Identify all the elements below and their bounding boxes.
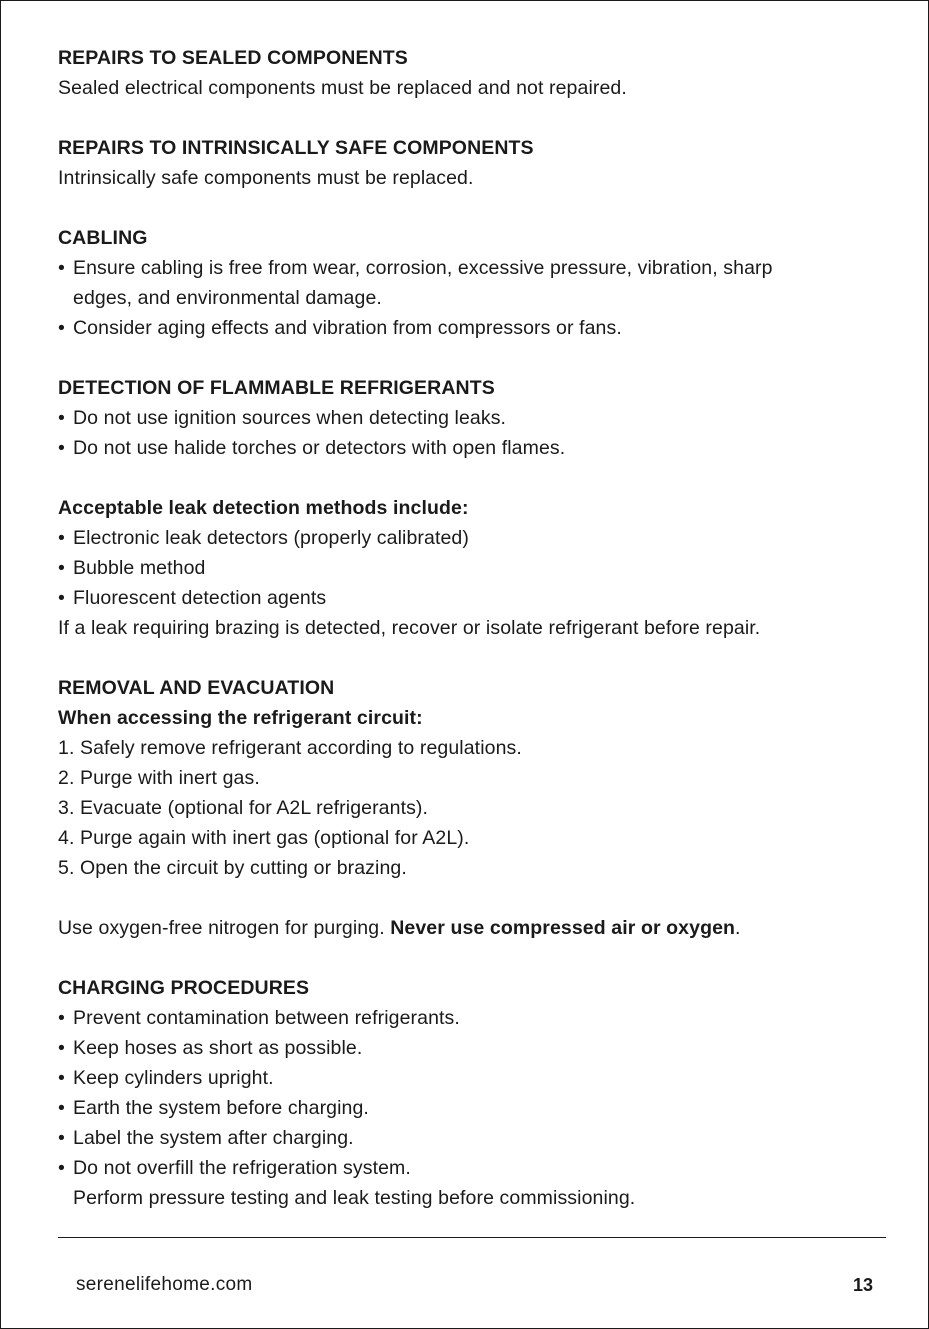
spacer (58, 103, 898, 133)
list-item-text: Do not use halide torches or detectors with open flames. (73, 437, 566, 459)
list-item (58, 553, 898, 583)
list-item-text: Electronic leak detectors (properly calibrated) (73, 527, 469, 549)
bullet-icon: • (58, 317, 65, 339)
list-item-text: Consider aging effects and vibration from compressors or fans. (73, 317, 622, 339)
section-heading-detection: DETECTION OF FLAMMABLE REFRIGERANTS (58, 377, 495, 399)
nitrogen-end: . (735, 917, 741, 939)
spacer (58, 943, 898, 973)
spacer (58, 883, 898, 913)
nitrogen-paragraph (58, 913, 898, 943)
section-heading-sealed: REPAIRS TO SEALED COMPONENTS (58, 47, 408, 69)
bullet-icon: • (58, 1157, 65, 1179)
list-item (58, 1003, 898, 1033)
step-item: 2. Purge with inert gas. (58, 767, 260, 789)
spacer (58, 643, 898, 673)
bullet-icon: • (58, 1127, 65, 1149)
list-item (58, 253, 898, 283)
subsection-heading-methods: Acceptable leak detection methods include: (58, 497, 469, 519)
charging-continuation: Perform pressure testing and leak testing before commissioning. (73, 1187, 636, 1209)
footer-divider (58, 1237, 886, 1238)
section-text-sealed: Sealed electrical components must be replaced and not repaired. (58, 77, 627, 99)
list-item-text: Do not overfill the refrigeration system. (73, 1157, 411, 1179)
list-item (58, 1033, 898, 1063)
list-item (58, 1063, 898, 1093)
spacer (58, 463, 898, 493)
footer-website: serenelifehome.com (76, 1274, 253, 1295)
section-heading-charging: CHARGING PROCEDURES (58, 977, 310, 999)
bullet-icon: • (58, 1097, 65, 1119)
list-item (58, 313, 898, 343)
bullet-icon: • (58, 557, 65, 579)
list-item-text: Keep cylinders upright. (73, 1067, 274, 1089)
list-item-text: Bubble method (73, 557, 206, 579)
step-item: 4. Purge again with inert gas (optional for A2L). (58, 827, 470, 849)
nitrogen-warning: Never use compressed air or oxygen (390, 917, 736, 939)
list-item (58, 1093, 898, 1123)
step-item: 1. Safely remove refrigerant according to regulations. (58, 737, 522, 759)
spacer (58, 343, 898, 373)
spacer (58, 193, 898, 223)
list-item (58, 403, 898, 433)
page-content (58, 43, 898, 1213)
subsection-heading-circuit: When accessing the refrigerant circuit: (58, 707, 423, 729)
section-text-intrinsic: Intrinsically safe components must be replaced. (58, 167, 474, 189)
list-item-text: Fluorescent detection agents (73, 587, 327, 609)
methods-note: If a leak requiring brazing is detected, recover or isolate refrigerant before repair. (58, 617, 761, 639)
list-item-text: Keep hoses as short as possible. (73, 1037, 363, 1059)
page-number: 13 (852, 1275, 873, 1295)
nitrogen-text: Use oxygen-free nitrogen for purging. (58, 917, 391, 939)
bullet-icon: • (58, 257, 65, 279)
list-item (58, 433, 898, 463)
bullet-icon: • (58, 1037, 65, 1059)
bullet-icon: • (58, 407, 65, 429)
list-item (58, 1123, 898, 1153)
section-heading-removal: REMOVAL AND EVACUATION (58, 677, 335, 699)
bullet-icon: • (58, 1067, 65, 1089)
list-item-text: Label the system after charging. (73, 1127, 354, 1149)
list-item-text: Earth the system before charging. (73, 1097, 369, 1119)
list-item-continuation: edges, and environmental damage. (73, 287, 382, 309)
section-heading-cabling: CABLING (58, 227, 148, 249)
bullet-icon: • (58, 437, 65, 459)
bullet-icon: • (58, 587, 65, 609)
list-item (58, 583, 898, 613)
list-item-text: Ensure cabling is free from wear, corrosion, excessive pressure, vibration, sharp (73, 257, 773, 279)
list-item-text: Prevent contamination between refrigerants. (73, 1007, 460, 1029)
list-item (58, 1153, 898, 1183)
bullet-icon: • (58, 527, 65, 549)
step-item: 5. Open the circuit by cutting or brazing. (58, 857, 407, 879)
step-item: 3. Evacuate (optional for A2L refrigerants). (58, 797, 429, 819)
section-heading-intrinsic: REPAIRS TO INTRINSICALLY SAFE COMPONENTS (58, 137, 534, 159)
list-item-text: Do not use ignition sources when detecting leaks. (73, 407, 507, 429)
bullet-icon: • (58, 1007, 65, 1029)
list-item (58, 523, 898, 553)
